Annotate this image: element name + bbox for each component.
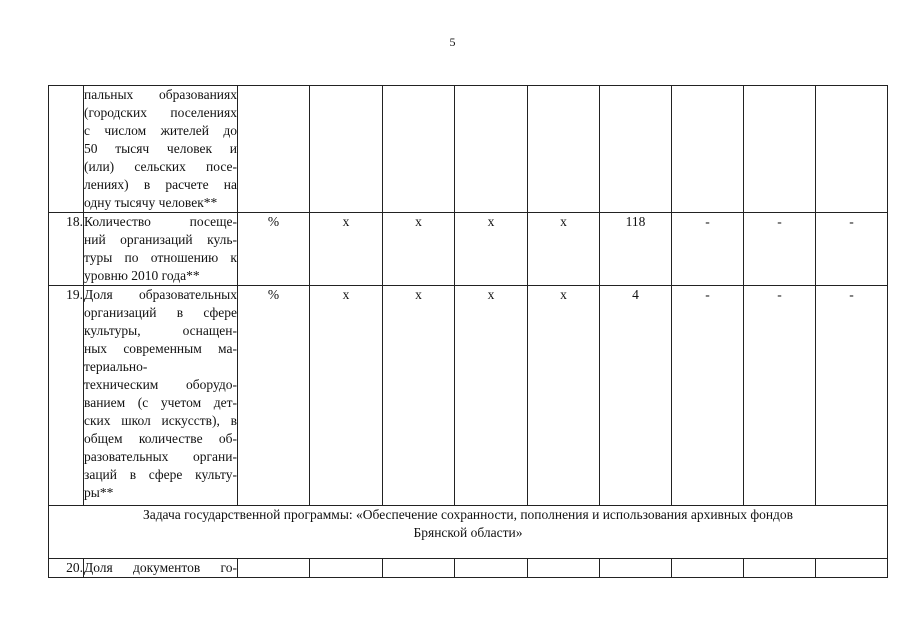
value-cell <box>816 559 888 578</box>
value-cell: - <box>816 213 888 286</box>
value-cell: x <box>528 286 600 506</box>
value-cell <box>600 559 672 578</box>
table-row <box>49 213 888 286</box>
value-cell: x <box>310 286 383 506</box>
indicator-name: пальных образованиях (городских поселениях с числом жителей до 50 тысяч человек и (или) сельских посе- лениях) в расчете на одну тысячу человек** <box>84 86 238 213</box>
indicator-name: Доля документов го- <box>84 559 238 578</box>
row-number: 20. <box>49 559 84 578</box>
value-cell: x <box>455 286 528 506</box>
value-cell: x <box>455 213 528 286</box>
value-cell: - <box>672 213 744 286</box>
row-number: 19. <box>49 286 84 506</box>
value-cell: - <box>816 286 888 506</box>
value-cell <box>455 86 528 213</box>
value-cell <box>383 559 455 578</box>
value-cell: x <box>383 286 455 506</box>
unit-cell <box>238 559 310 578</box>
page-number: 5 <box>449 35 456 49</box>
unit-cell <box>238 86 310 213</box>
value-cell <box>600 86 672 213</box>
row-number: 18. <box>49 213 84 286</box>
value-cell <box>310 86 383 213</box>
indicator-name: Доля образовательных организаций в сфере культуры, оснащен- ных современным ма- териально- техническим оборудо- ванием (с учетом дет- ских школ искусств), в общем количестве об- разовательных органи- заций в сфере культу- ры** <box>84 286 238 506</box>
value-cell <box>672 559 744 578</box>
indicators-table <box>48 85 888 578</box>
value-cell <box>744 86 816 213</box>
value-cell <box>383 86 455 213</box>
unit-cell: % <box>238 213 310 286</box>
value-cell: x <box>310 213 383 286</box>
table-row <box>49 286 888 506</box>
value-cell <box>816 86 888 213</box>
table-row <box>49 86 888 213</box>
value-cell <box>310 559 383 578</box>
value-cell: 4 <box>600 286 672 506</box>
value-cell: x <box>528 213 600 286</box>
value-cell: 118 <box>600 213 672 286</box>
value-cell <box>455 559 528 578</box>
value-cell <box>528 86 600 213</box>
indicator-name: Количество посеще- ний организаций куль- туры по отношению к уровню 2010 года** <box>84 213 238 286</box>
value-cell: x <box>383 213 455 286</box>
value-cell <box>744 559 816 578</box>
task-row <box>49 506 888 559</box>
value-cell: - <box>672 286 744 506</box>
task-heading <box>49 506 888 559</box>
unit-cell: % <box>238 286 310 506</box>
value-cell <box>672 86 744 213</box>
value-cell: - <box>744 213 816 286</box>
task-heading-line-1: Задача государственной программы: «Обеспечение сохранности, пополнения и использования архивных фондов <box>142 507 794 522</box>
table-row <box>49 559 888 578</box>
task-heading-line-2: Брянской области» <box>413 525 523 540</box>
row-number <box>49 86 84 213</box>
value-cell <box>528 559 600 578</box>
value-cell: - <box>744 286 816 506</box>
